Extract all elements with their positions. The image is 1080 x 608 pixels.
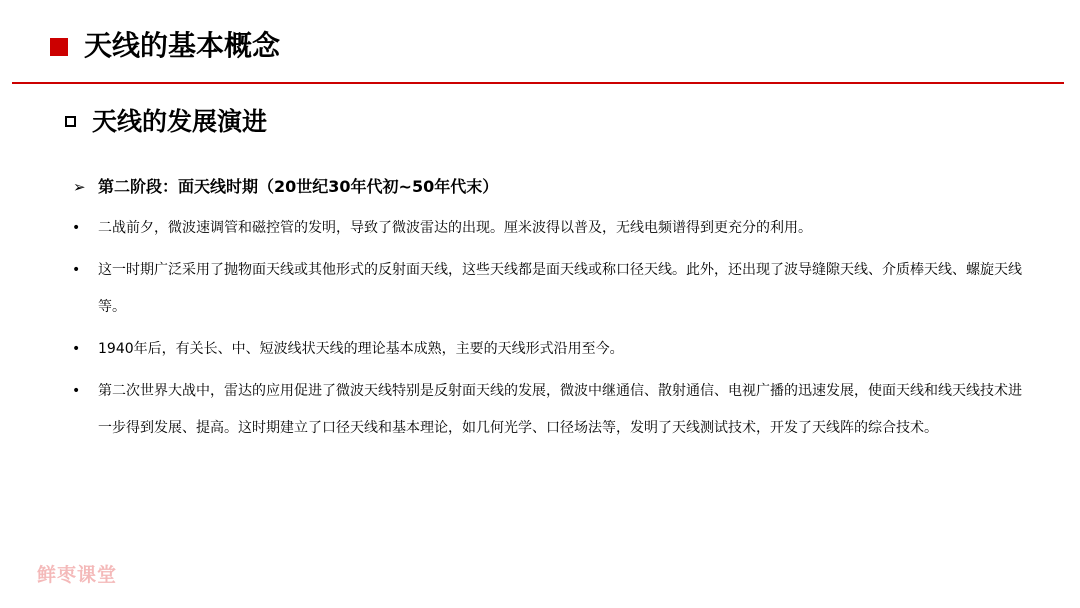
bullet-text: 1940年后，有关长、中、短波线状天线的理论基本成熟，主要的天线形式沿用至今。: [98, 341, 624, 357]
bullet-dot-icon: •: [72, 341, 81, 357]
header-divider: [12, 82, 1064, 84]
bullet-dot-icon: •: [72, 383, 81, 399]
bullet-item: [70, 210, 1030, 247]
bullet-dot-icon: •: [72, 262, 81, 278]
bullet-item: [70, 373, 1030, 447]
bullet-text: 这一时期广泛采用了抛物面天线或其他形式的反射面天线，这些天线都是面天线或称口径天线。此外，还出现了波导缝隙天线、介质棒天线、螺旋天线等。: [98, 262, 1022, 315]
hollow-square-icon: [65, 116, 76, 127]
bullet-list: [70, 210, 1030, 452]
page-title: 天线的基本概念: [84, 29, 281, 62]
bullet-text: 二战前夕，微波速调管和磁控管的发明，导致了微波雷达的出现。厘米波得以普及，无线电频谱得到更充分的利用。: [98, 220, 812, 236]
header-square-icon: [50, 38, 68, 56]
bullet-item: [70, 331, 1030, 368]
bullet-dot-icon: •: [72, 220, 81, 236]
bullet-item: [70, 252, 1030, 326]
section-heading: 天线的发展演进: [92, 107, 268, 136]
bullet-text: 第二次世界大战中，雷达的应用促进了微波天线特别是反射面天线的发展，微波中继通信、散射通信、电视广播的迅速发展，使面天线和线天线技术进一步得到发展、提高。这时期建立了口径天线和基本理论，如几何光学、口径场法等，发明了天线测试技术，开发了天线阵的综合技术。: [98, 383, 1022, 436]
arrow-right-icon: ➢: [73, 178, 86, 196]
watermark-logo: 鲜枣课堂: [37, 564, 118, 586]
stage-heading: 第二阶段：面天线时期（20世纪30年代初~50年代末）: [98, 177, 499, 196]
